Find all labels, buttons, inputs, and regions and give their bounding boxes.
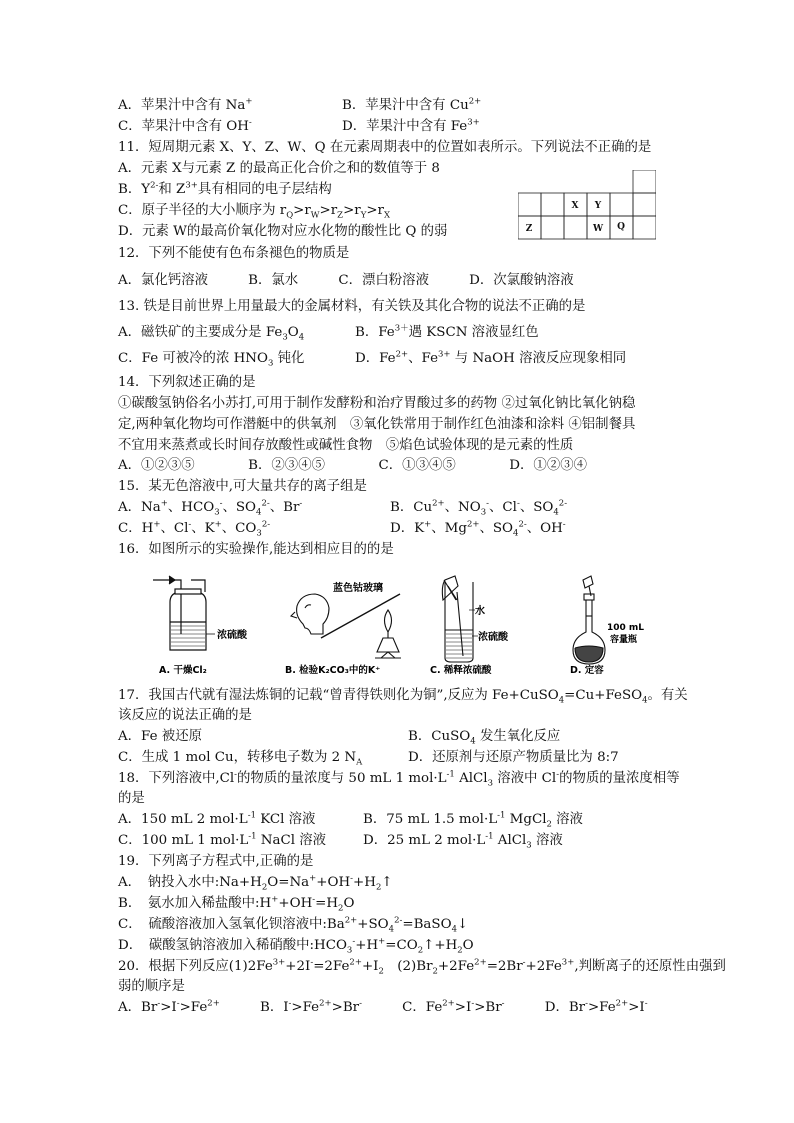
table-cell-q: Q [617, 222, 625, 232]
q10-option-b: B．苹果汁中含有 $Cu^{2+}$ [342, 96, 482, 113]
q18-option-c: C．100 mL 1 $mol\cdot L^{-1}$ NaCl 溶液 [118, 831, 327, 848]
q13-option-b: B．$Fe^{3+}$遇 KSCN 溶液显红色 [355, 323, 539, 340]
q18-option-d: D．25 mL 2 $mol\cdot L^{-1}$ AlCl$_3$ 溶液 [363, 831, 563, 851]
q14-statement-line2: 定,两种氧化物均可作潜艇中的供氧剂 ③氧化铁常用于制作红色油漆和涂料 ④铝制餐具 [118, 417, 636, 432]
q13-option-a: A．磁铁矿的主要成分是 $Fe_3O_4$ [118, 325, 305, 343]
q17-stem-line2: 该反应的说法正确的是 [118, 708, 252, 723]
q12-stem: 12．下列不能使有色布条褪色的物质是 [118, 246, 350, 261]
q11-option-b: B．$Y^{2-}$和 $Z^{3+}$具有相同的电子层结构 [118, 180, 332, 197]
figure-a-caption: A. 干燥Cl₂ [159, 665, 207, 676]
q17-stem-line1: 17．我国古代就有湿法炼铜的记载“曾青得铁则化为铜”,反应为 Fe+CuSO$_4$=Cu+FeSO$_4$。有关 [118, 688, 688, 706]
q15-option-d: D．K+、$Mg^{2+}$、$SO_4^{2-}$、OH- [390, 519, 566, 539]
q20-stem-line2: 弱的顺序是 [118, 979, 185, 994]
q14-statement-line1: ①碳酸氢钠俗名小苏打,可用于制作发酵粉和治疗胃酸过多的药物 ②过氧化钠比氧化钠稳 [118, 396, 636, 411]
figure-b-label: 蓝色钴玻璃 [333, 583, 383, 594]
q11-option-d: D．元素 W的最高价氧化物对应水化物的酸性比 Q 的弱 [118, 224, 448, 239]
q18-option-b: B．75 mL 1.5 $mol\cdot L^{-1}$ MgCl$_2$ 溶液 [363, 810, 583, 830]
figure-a-label: 浓硫酸 [217, 630, 247, 641]
q14-stem: 14．下列叙述正确的是 [118, 375, 256, 390]
q17-option-a: A．Fe 被还原 [118, 729, 202, 744]
figure-c-dilution [442, 576, 478, 662]
figure-d-caption: D. 定容 [570, 665, 604, 676]
q17-option-b: B．CuSO$_4$ 发生氧化反应 [408, 729, 561, 747]
q14-statement-line3: 不宜用来蒸煮或长时间存放酸性或碱性食物 ⑤焰色试验体现的是元素的性质 [118, 438, 574, 453]
q19-option-b: B． 氨水加入稀盐酸中$:H^++OH^-=H_2O$ [118, 894, 355, 914]
figure-b-flame-test [291, 594, 401, 658]
q19-option-a: A． 钠投入水中$:Na+H_2O=Na^++OH^-+H_2↑$ [118, 873, 393, 893]
q19-option-c: C． 硫酸溶液加入氢氧化钡溶液中$:Ba^{2+}+SO_4^{2-}=BaSO_4↓$ [118, 915, 469, 935]
q18-option-a: A．150 mL 2 $mol\cdot L^{-1}$ KCl 溶液 [118, 810, 316, 827]
q10-option-d: D．苹果汁中含有 $Fe^{3+}$ [342, 117, 480, 134]
figure-d-volumetric-flask [573, 576, 605, 664]
figure-d-name-label: 容量瓶 [610, 635, 638, 645]
q13-option-d: D．$Fe^{2+}$、$Fe^{3+}$ 与 NaOH 溶液反应现象相同 [355, 349, 627, 366]
figure-d-volume-label: 100 mL [607, 623, 645, 633]
q15-option-c: C．H+、Cl-、K+、$CO_3^{2-}$ [118, 519, 271, 539]
q15-option-a: A．Na+、$HCO_3^-$、$SO_4^{2-}$、Br- [118, 498, 303, 518]
q12-options: A．氯化钙溶液 B．氯水 C．漂白粉溶液 D．次氯酸钠溶液 [118, 273, 574, 288]
q18-stem-line2: 的是 [118, 791, 145, 806]
q10-option-a: A．苹果汁中含有 Na+ [118, 96, 253, 113]
q18-stem-line1: 18．下列溶液中,Cl-的物质的量浓度与 50 mL 1 $mol\cdot L^{-1}$ AlCl$_3$ 溶液中 Cl-的物质的量浓度相等 [118, 769, 680, 789]
q15-stem: 15．某无色溶液中,可大量共存的离子组是 [118, 479, 367, 494]
periodic-table-figure [518, 170, 656, 240]
q14-options: A．①②③⑤ B．②③④⑤ C．①③④⑤ D．①②③④ [118, 458, 587, 473]
table-cell-x: X [571, 201, 579, 211]
q17-option-c: C．生成 1 mol Cu，转移电子数为 2 $N_A$ [118, 750, 363, 768]
figure-a-gas-bottle [153, 576, 215, 650]
experiment-figures [145, 572, 655, 684]
figure-c-water-label: 水 [475, 606, 485, 617]
q10-option-c: C．苹果汁中含有 OH- [118, 117, 252, 134]
q19-option-d: D． 碳酸氢钠溶液加入稀硝酸中$:HCO_3^-+H^+=CO_2↑+H_2O$ [118, 936, 474, 956]
q16-stem: 16．如图所示的实验操作,能达到相应目的的是 [118, 542, 394, 557]
q20-stem-line1: 20．根据下列反应$(1)2Fe^{3+}+2I^-=2Fe^{2+}+I_2$ $(2)Br_2+2Fe^{2+}=2Br^-+2Fe^{3+}$,判断离子的还原性由强到 [118, 957, 726, 977]
q15-option-b: B．$Cu^{2+}$、$NO_3^-$、Cl-、$SO_4^{2-}$ [390, 498, 568, 518]
q20-options: A．$Br^->I^->Fe^{2+}$ B．$I^->Fe^{2+}>Br^-$ C．$Fe^{2+}>I^->Br^-$ D．$Br^->Fe^{2+}>I^-$ [118, 998, 648, 1015]
q11-option-c: C．原子半径的大小顺序为 $r_Q>r_W>r_Z>r_Y>r_X$ [118, 203, 391, 221]
table-cell-w: W [592, 224, 604, 234]
figure-b-caption: B. 检验K₂CO₃中的K⁺ [285, 665, 381, 676]
table-cell-y: Y [594, 201, 602, 211]
q13-option-c: C．Fe 可被冷的浓 $HNO_3$ 钝化 [118, 351, 305, 369]
q17-option-d: D．还原剂与还原产物质量比为 8:7 [408, 750, 619, 765]
q11-stem: 11．短周期元素 X、Y、Z、W、Q 在元素周期表中的位置如表所示。下列说法不正确的是 [118, 140, 652, 155]
figure-c-acid-label: 浓硫酸 [478, 632, 508, 643]
figure-c-caption: C. 稀释浓硫酸 [430, 665, 492, 676]
q19-stem: 19．下列离子方程式中,正确的是 [118, 854, 314, 869]
q11-option-a: A．元素 X与元素 Z 的最高正化合价之和的数值等于 8 [118, 161, 440, 176]
q13-stem: 13. 铁是目前世界上用量最大的金属材料，有关铁及其化合物的说法不正确的是 [118, 299, 586, 314]
table-cell-z: Z [525, 224, 533, 234]
